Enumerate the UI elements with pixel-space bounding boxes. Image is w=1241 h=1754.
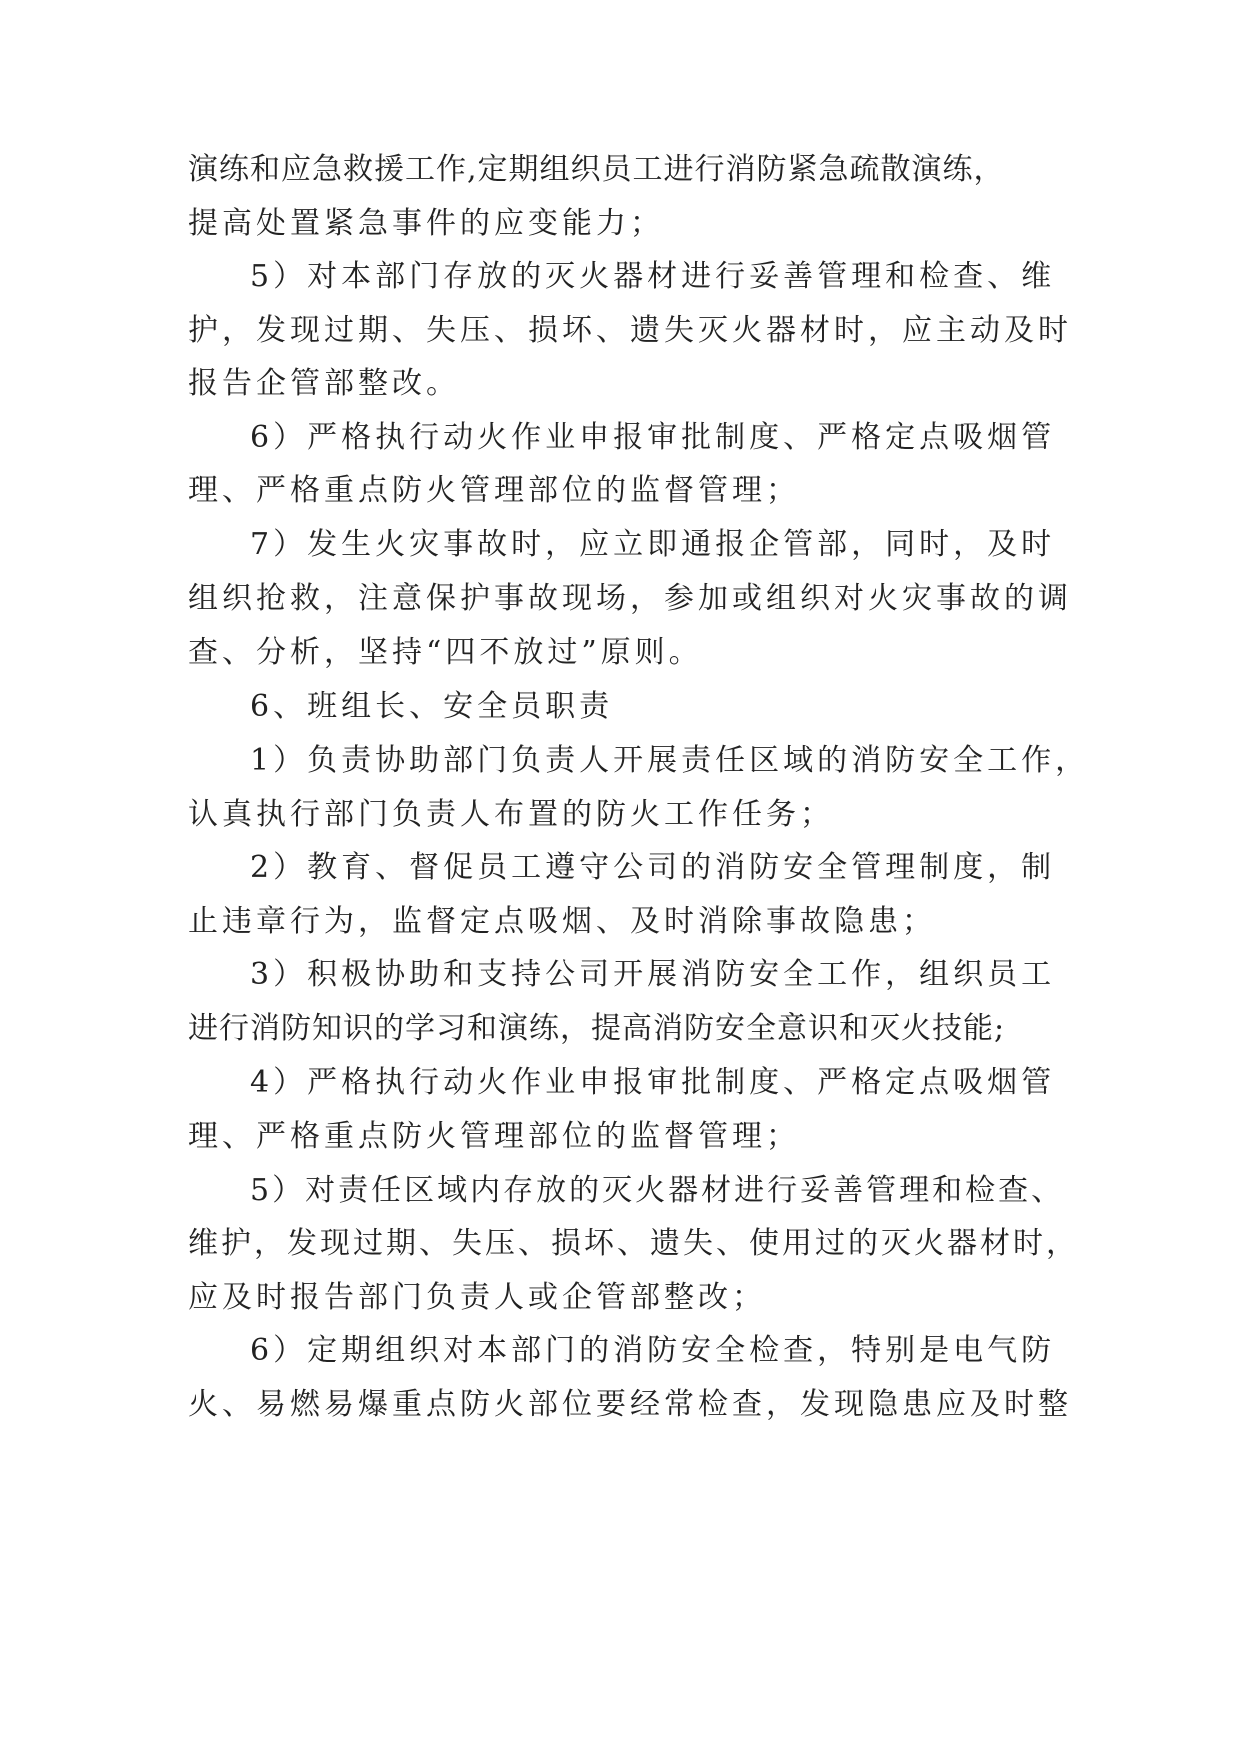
text-line: 护，发现过期、失压、损坏、遗失灭火器材时，应主动及时: [188, 313, 1072, 348]
text-line: 止违章行为，监督定点吸烟、及时消除事故隐患；: [188, 904, 936, 939]
text-line: 4）严格执行动火作业申报审批制度、严格定点吸烟管: [250, 1065, 1056, 1100]
text-line: 1）负责协助部门负责人开展责任区域的消防安全工作，: [250, 743, 1090, 778]
text-line: 2）教育、督促员工遵守公司的消防安全管理制度，制: [250, 850, 1056, 885]
text-line: 7）发生火灾事故时，应立即通报企管部，同时，及时: [250, 527, 1056, 562]
text-line: 演练和应急救援工作,定期组织员工进行消防紧急疏散演练，: [188, 152, 1005, 187]
text-line: 查、分析，坚持“四不放过”原则。: [188, 635, 703, 670]
text-line: 5）对责任区域内存放的灭火器材进行妥善管理和检查、: [250, 1173, 1065, 1208]
text-line: 提高处置紧急事件的应变能力；: [188, 206, 664, 241]
text-line: 3）积极协助和支持公司开展消防安全工作，组织员工: [250, 957, 1056, 992]
text-line: 理、严格重点防火管理部位的监督管理；: [188, 473, 800, 508]
text-line: 理、严格重点防火管理部位的监督管理；: [188, 1119, 800, 1154]
text-line: 报告企管部整改。: [188, 366, 460, 401]
text-line: 维护，发现过期、失压、损坏、遗失、使用过的灭火器材时，: [188, 1226, 1079, 1261]
section-heading: 6、班组长、安全员职责: [250, 689, 614, 724]
text-line: 组织抢救，注意保护事故现场，参加或组织对火灾事故的调: [188, 581, 1072, 616]
text-line: 6）严格执行动火作业申报审批制度、严格定点吸烟管: [250, 420, 1056, 455]
text-line: 进行消防知识的学习和演练，提高消防安全意识和灭火技能;: [188, 1011, 1006, 1046]
text-line: 应及时报告部门负责人或企管部整改；: [188, 1280, 766, 1315]
text-line: 6）定期组织对本部门的消防安全检查，特别是电气防: [250, 1333, 1056, 1368]
text-line: 火、易燃易爆重点防火部位要经常检查，发现隐患应及时整: [188, 1387, 1072, 1422]
text-line: 5）对本部门存放的灭火器材进行妥善管理和检查、维: [250, 259, 1056, 294]
text-line: 认真执行部门负责人布置的防火工作任务；: [188, 797, 834, 832]
